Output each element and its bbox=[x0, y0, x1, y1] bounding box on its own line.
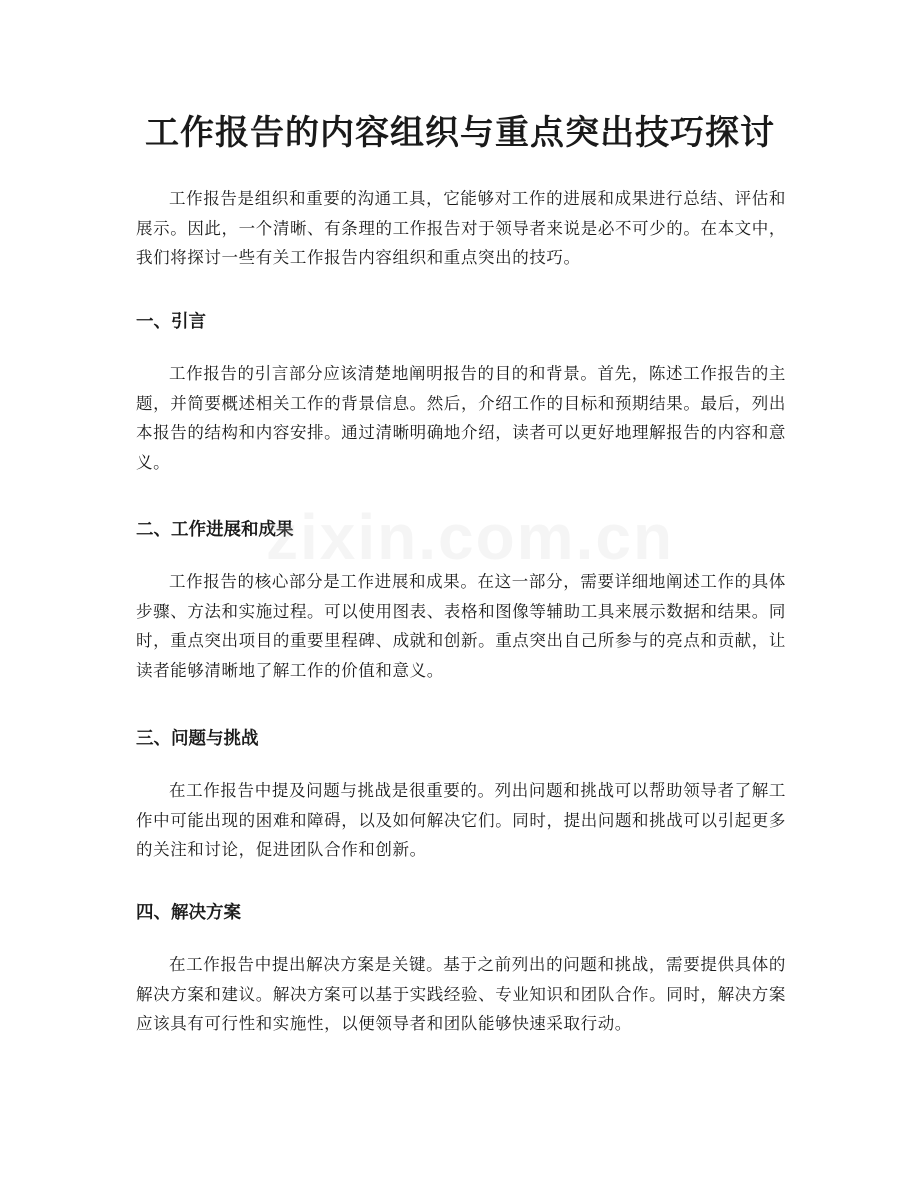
section-heading-progress: 二、工作进展和成果 bbox=[136, 520, 294, 540]
watermark-text: zixin.com.cn bbox=[265, 501, 675, 573]
section-body-problems: 在工作报告中提及问题与挑战是很重要的。列出问题和挑战可以帮助领导者了解工作中可能出现的困难和障碍，以及如何解决它们。同时，提出问题和挑战可以引起更多的关注和讨论，促进团队合作和创新。 bbox=[136, 781, 786, 859]
section-heading-solutions: 四、解决方案 bbox=[136, 903, 241, 923]
section-heading-problems: 三、问题与挑战 bbox=[136, 729, 259, 749]
section-body-intro: 工作报告的引言部分应该清楚地阐明报告的目的和背景。首先，陈述工作报告的主题，并简要概述相关工作的背景信息。然后，介绍工作的目标和预期结果。最后，列出本报告的结构和内容安排。通过清晰明确地介绍，读者可以更好地理解报告的内容和意义。 bbox=[136, 364, 786, 472]
intro-paragraph: 工作报告是组织和重要的沟通工具，它能够对工作的进展和成果进行总结、评估和展示。因此，一个清晰、有条理的工作报告对于领导者来说是必不可少的。在本文中，我们将探讨一些有关工作报告内容组织和重点突出的技巧。 bbox=[136, 189, 786, 267]
document-title: 工作报告的内容组织与重点突出技巧探讨 bbox=[145, 113, 775, 153]
section-body-solutions: 在工作报告中提出解决方案是关键。基于之前列出的问题和挑战，需要提供具体的解决方案和建议。解决方案可以基于实践经验、专业知识和团队合作。同时，解决方案应该具有可行性和实施性，以便领导者和团队能够快速采取行动。 bbox=[136, 955, 786, 1033]
section-heading-intro: 一、引言 bbox=[136, 312, 206, 332]
section-body-progress: 工作报告的核心部分是工作进展和成果。在这一部分，需要详细地阐述工作的具体步骤、方法和实施过程。可以使用图表、表格和图像等辅助工具来展示数据和结果。同时，重点突出项目的重要里程碑、成就和创新。重点突出自己所参与的亮点和贡献，让读者能够清晰地了解工作的价值和意义。 bbox=[136, 572, 786, 680]
